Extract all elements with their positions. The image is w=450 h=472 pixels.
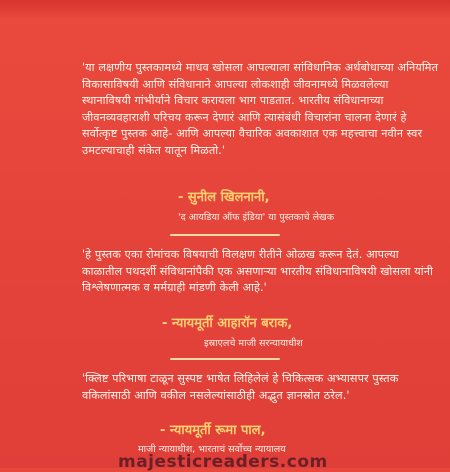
quote-barak: 'हे पुस्तक एका रोमांचक विषयाची विलक्षण रीतीने ओळख करून देतं. आपल्या काळातील पथदर्शी संविधानांपैकी एक असणाऱ्या भारतीय संविधानाविषयी खोसला यांनी विश्लेषणात्मक व मर्मग्राही मांडणी केली आहे.' [82,248,433,295]
quote-author-khilnani: - सुनील खिलनानी, [178,190,270,205]
quote-author-role-barak: इस्राएलचे माजी सरन्यायाधीश [204,338,303,349]
section-divider [170,234,280,236]
quote-khilnani: 'या लक्षणीय पुस्तकामध्ये माधव खोसला आपल्याला सांविधानिक अर्थबोधाच्या अनियमित विकासाविषयी आणि संविधानाने आपल्या लोकशाही जीवनामध्ये मिळवलेल्या स्थानाविषयी गांभीर्याने विचार करायला भाग पाडतात. भारतीय संविधानाच्या जीवनव्यवहाराशी परिचय करून देणारं आणि त्यासंबंधी विचारांना चालना देणारं हे सर्वोत्कृष्ट पुस्तक आहे- आणि आपल्या वैचारिक अवकाशात एक महत्त्वाचा नवीन स्वर उमटल्याचाही संकेत यातून मिळतो.' [82,61,439,157]
quote-author-role-pal: माजी न्यायाधीश, भारताचं सर्वोच्च न्यायालय [138,444,286,455]
section-divider [170,358,280,360]
quote-author-pal: - न्यायमूर्ती रूमा पाल, [160,423,266,438]
quote-author-barak: - न्यायमूर्ती आहारॉन बराक, [162,316,293,331]
quote-pal: 'क्लिष्ट परिभाषा टाळून सुस्पष्ट भाषेत लिहिलेलं हे चिकित्सक अभ्यासपर पुस्तक वकिलांसाठी आणि वकील नसलेल्यांसाठीही अद्भुत ज्ञानस्रोत ठरेल.' [82,372,399,402]
quote-author-role-khilnani: 'द आयडिया ऑफ इंडिया' या पुस्तकाचे लेखक [178,212,335,223]
top-shadow-band [0,0,450,18]
site-watermark: majesticreaders.com [118,452,328,472]
